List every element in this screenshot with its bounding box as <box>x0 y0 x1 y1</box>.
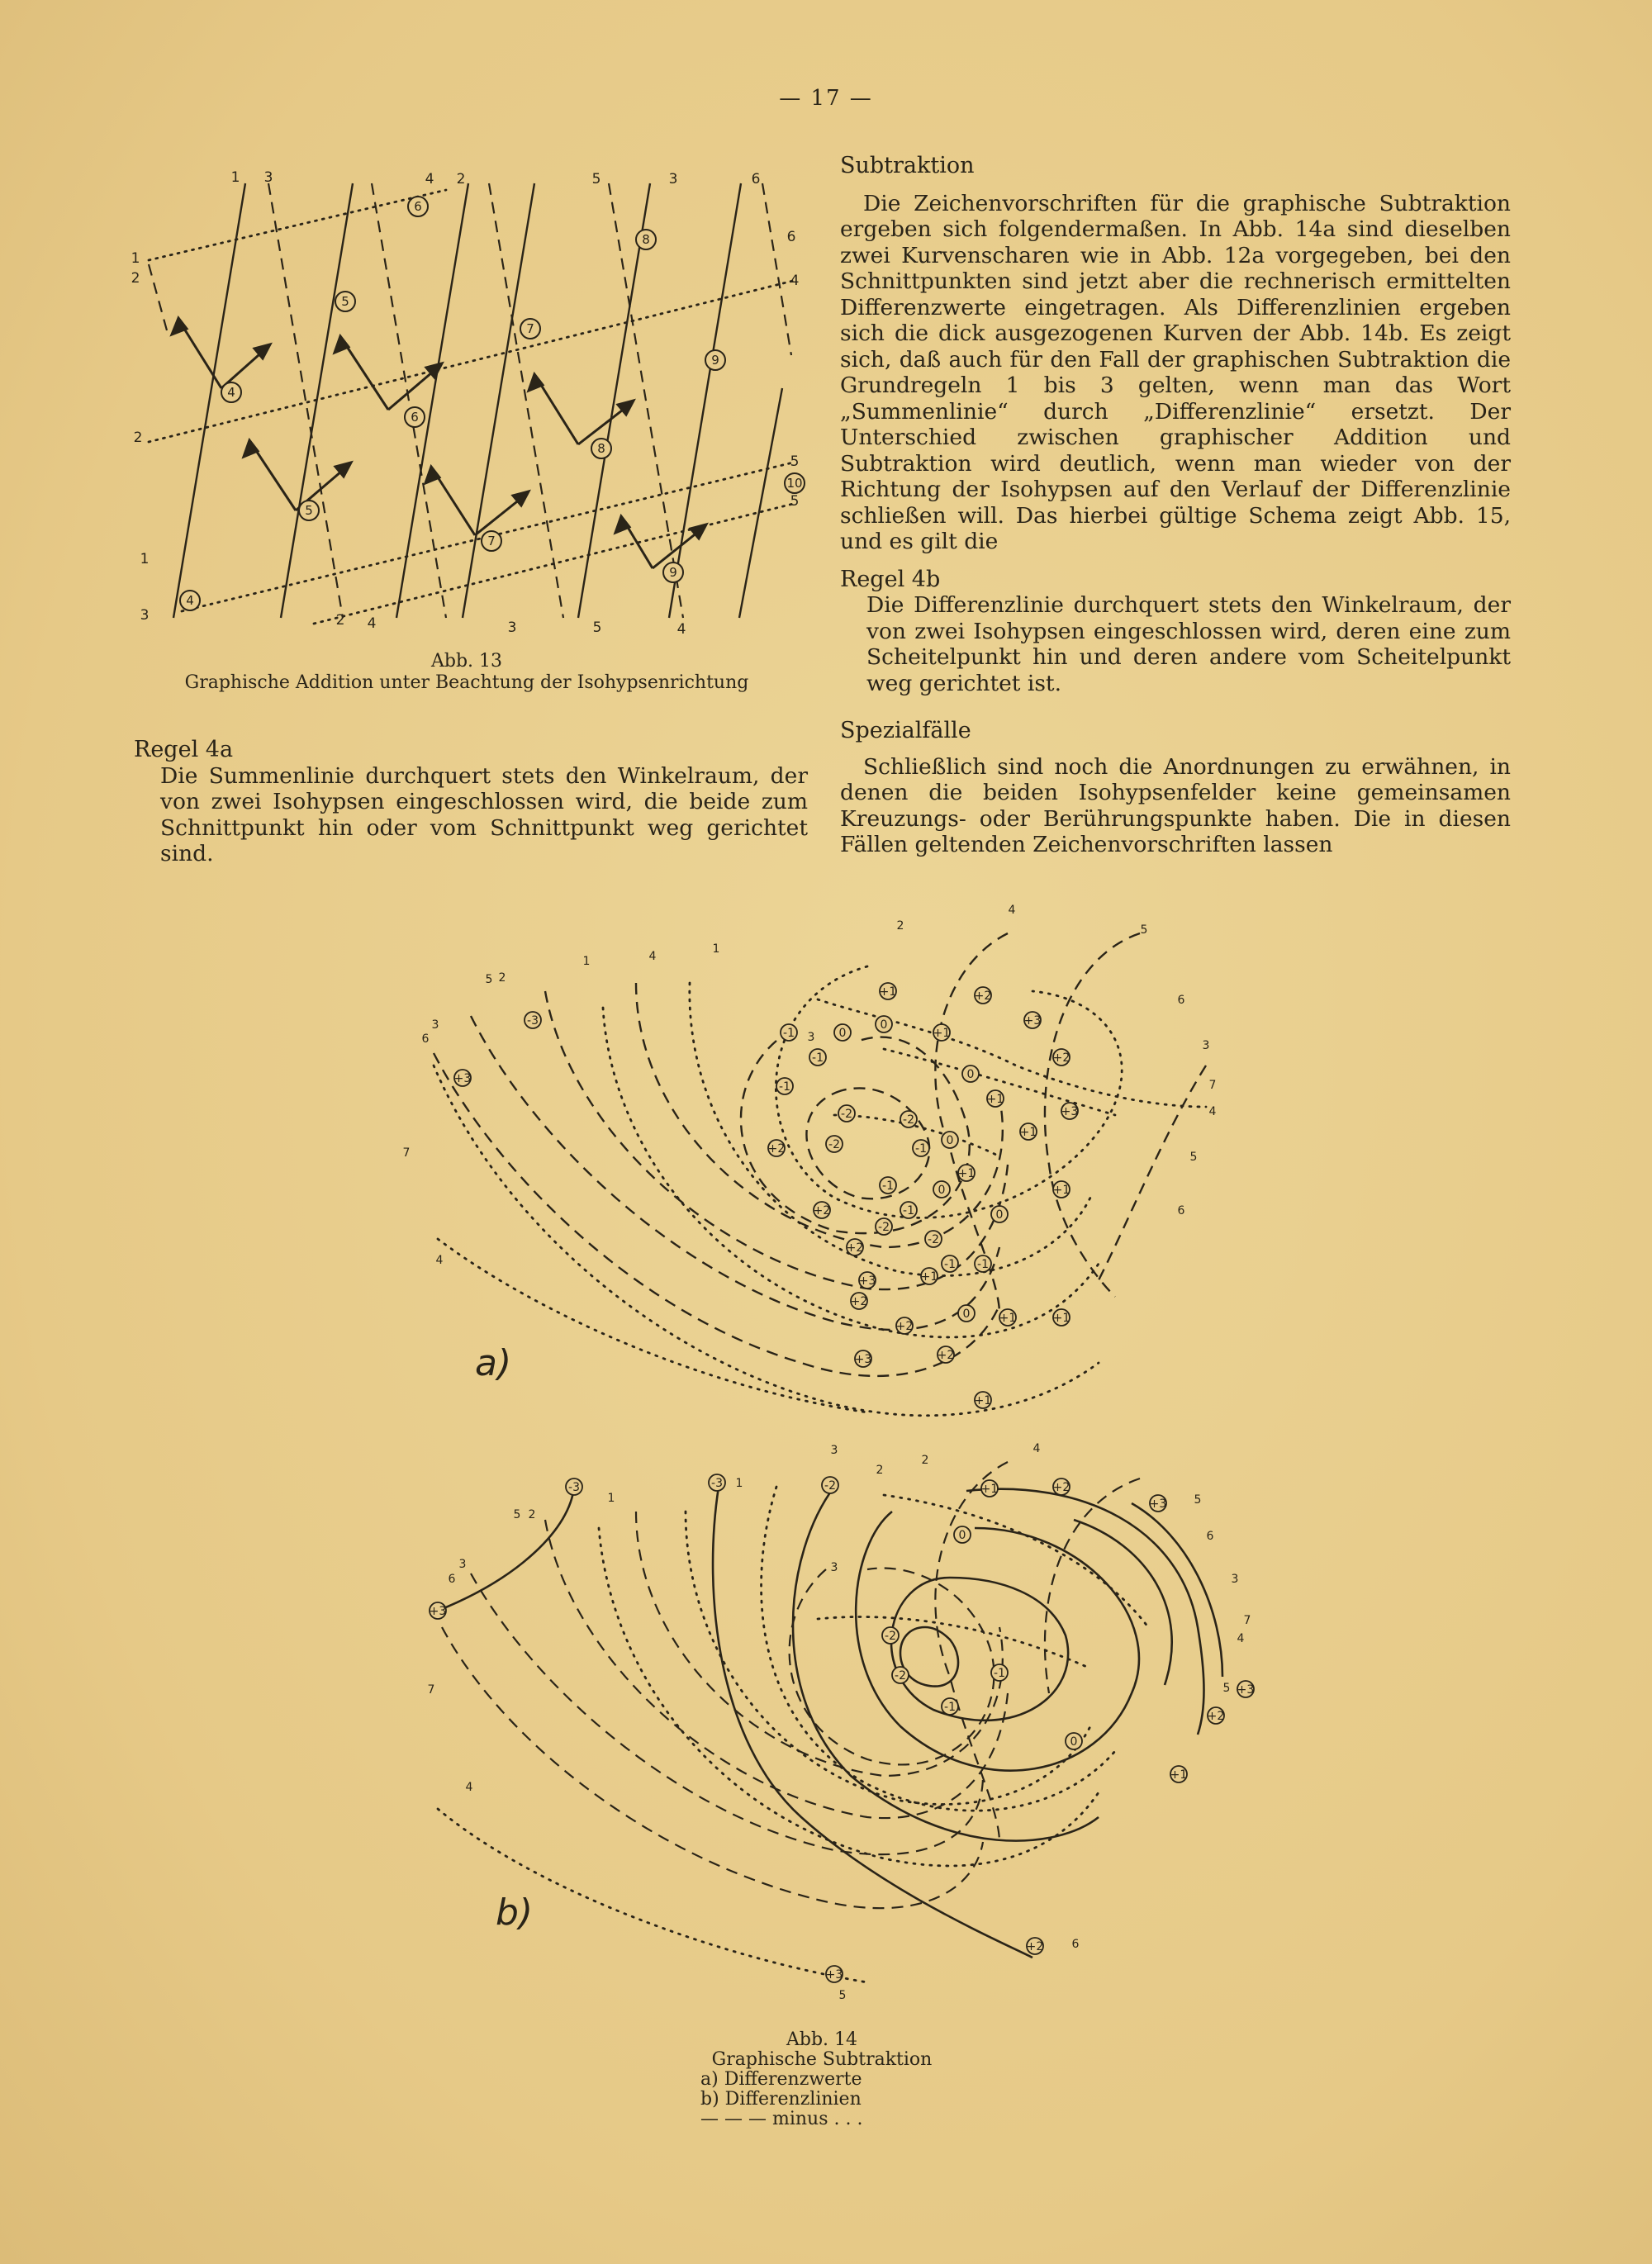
point-label: 9 <box>711 353 719 368</box>
line-label: 6 <box>1206 1530 1214 1543</box>
figure-14b-drawing <box>372 1429 1305 2024</box>
line-label: 6 <box>1177 994 1185 1007</box>
top-label: 6 <box>751 171 761 187</box>
value-label: +1 <box>980 1483 999 1496</box>
value-label: -2 <box>928 1233 939 1246</box>
value-label: +3 <box>1149 1497 1167 1511</box>
top-label: 3 <box>668 171 678 187</box>
value-label: +1 <box>933 1027 951 1040</box>
value-label: +2 <box>1026 1940 1044 1953</box>
value-label: -1 <box>903 1204 914 1217</box>
value-label: +3 <box>453 1072 472 1085</box>
line-label: 7 <box>1208 1079 1217 1092</box>
value-label: +2 <box>1207 1710 1225 1723</box>
value-label: +2 <box>1052 1051 1070 1065</box>
value-label: 0 <box>995 1208 1004 1222</box>
line-label: 7 <box>427 1683 435 1697</box>
line-label: 4 <box>1008 904 1016 917</box>
bottom-label: 4 <box>367 615 377 632</box>
line-label: 5 <box>485 973 493 986</box>
line-label: 3 <box>1202 1039 1210 1052</box>
value-label: 0 <box>880 1018 888 1032</box>
line-label: 5 <box>1189 1151 1198 1164</box>
point-label: 9 <box>669 565 677 580</box>
value-label: +3 <box>1061 1105 1079 1118</box>
value-label: -2 <box>885 1630 896 1643</box>
rule-4a-text: Die Summenlinie durchquert stets den Winkelraum, der von zwei Isohypsen eingeschlossen wird, die beide zum Schnittpunkt hin oder vom Schnittpunkt weg gerichtet sind. <box>160 762 808 866</box>
value-label: +1 <box>1170 1768 1188 1782</box>
value-label: +1 <box>1052 1184 1070 1197</box>
value-label: +3 <box>825 1968 843 1982</box>
line-label: 3 <box>1231 1573 1239 1586</box>
right-label: 4 <box>790 273 800 289</box>
top-label: 2 <box>456 171 466 187</box>
value-label: 0 <box>962 1308 971 1321</box>
line-label: 2 <box>921 1454 929 1467</box>
point-label: 7 <box>487 534 496 548</box>
line-label: 5 <box>838 1989 847 2002</box>
line-label: 3 <box>458 1558 467 1571</box>
line-label: 4 <box>465 1781 473 1794</box>
line-label: 3 <box>807 1031 815 1044</box>
point-label: 8 <box>597 441 605 456</box>
figure-14b <box>372 1429 1305 2024</box>
figure-14a <box>372 900 1305 1429</box>
line-label: 4 <box>1237 1632 1245 1645</box>
value-label: -3 <box>568 1481 580 1494</box>
rule-4b-text: Die Differenzlinie durchquert stets den Winkelraum, der von zwei Isohypsen eingeschlossen wird, deren eine zum Scheitelpunkt hin und deren andere vom Scheitelpunkt weg gerichtet ist. <box>866 592 1511 696</box>
line-label: 1 <box>582 955 591 968</box>
bottom-label: 3 <box>140 607 150 624</box>
value-label: -3 <box>527 1014 539 1028</box>
figure-14a-drawing <box>372 900 1305 1429</box>
value-label: +2 <box>937 1349 955 1362</box>
left-label: 1 <box>140 551 150 567</box>
value-label: +2 <box>813 1204 831 1217</box>
point-label: 4 <box>227 385 235 400</box>
value-label: -2 <box>828 1138 840 1151</box>
left-label: 2 <box>133 430 143 446</box>
value-label: +1 <box>879 985 897 999</box>
point-label: 6 <box>411 410 419 425</box>
value-label: +3 <box>858 1274 876 1288</box>
value-label: +3 <box>854 1353 872 1366</box>
line-label: 5 <box>1194 1493 1202 1507</box>
value-label: -1 <box>977 1258 989 1271</box>
line-label: 6 <box>1071 1938 1080 1951</box>
point-label: 8 <box>642 232 650 247</box>
left-column <box>134 737 808 867</box>
point-label: 4 <box>186 593 194 608</box>
line-label: 2 <box>498 971 506 985</box>
bottom-label: 3 <box>507 619 517 636</box>
value-label: 0 <box>946 1134 954 1147</box>
point-label: 7 <box>526 321 534 336</box>
point-label: 6 <box>414 199 422 214</box>
point-label: 5 <box>341 294 349 309</box>
top-label: 1 <box>230 169 240 186</box>
right-label: 5 <box>790 453 800 470</box>
section-heading-subtraktion: Subtraktion <box>840 153 975 178</box>
right-label: 6 <box>786 229 796 245</box>
value-label: -1 <box>882 1179 894 1193</box>
value-label: -2 <box>903 1113 914 1127</box>
value-label: +3 <box>1023 1014 1042 1028</box>
line-label: 4 <box>648 950 657 963</box>
line-label: 4 <box>435 1254 444 1267</box>
value-label: -2 <box>824 1479 836 1493</box>
value-label: +2 <box>846 1241 864 1255</box>
figure-13-caption <box>124 651 809 694</box>
value-label: +1 <box>974 1394 992 1407</box>
line-label: 2 <box>896 919 904 933</box>
value-label: +1 <box>920 1270 938 1284</box>
section-heading-spezialfaelle: Spezialfälle <box>840 718 971 743</box>
value-label: -1 <box>915 1142 927 1156</box>
value-label: +1 <box>1019 1126 1037 1139</box>
top-label: 4 <box>425 171 434 187</box>
value-label: -2 <box>841 1108 852 1121</box>
line-label: 1 <box>735 1477 743 1490</box>
caption-line-b: b) Differenzlinien <box>700 2089 862 2110</box>
top-label: 3 <box>263 169 273 186</box>
line-label: 4 <box>1208 1105 1217 1118</box>
value-label: -1 <box>944 1258 956 1271</box>
figure-13-drawing <box>124 165 809 661</box>
value-label: +2 <box>974 990 992 1003</box>
paragraph-spezialfaelle: Schließlich sind noch die Anordnungen zu erwähnen, in denen die beiden Isohypsenfelder keine gemeinsamen Kreuzungs- oder Berührungspunkte haben. Die in diesen Fällen geltenden Zeichenvorschriften lassen <box>840 753 1511 857</box>
line-label: 3 <box>431 1018 439 1032</box>
value-label: 0 <box>938 1184 946 1197</box>
page-number: — 17 — <box>779 86 873 111</box>
line-label: 1 <box>607 1492 615 1505</box>
value-label: -2 <box>878 1221 890 1234</box>
value-label: 0 <box>966 1068 975 1081</box>
value-label: +1 <box>957 1167 976 1180</box>
right-column <box>840 153 1511 858</box>
value-label: -1 <box>812 1051 824 1065</box>
line-label: 6 <box>1177 1204 1185 1217</box>
top-label: 5 <box>591 171 601 187</box>
line-label: 5 <box>1222 1682 1231 1695</box>
caption-number: Abb. 13 <box>430 651 503 672</box>
point-label: 5 <box>305 503 313 518</box>
right-label: 5 <box>790 493 800 510</box>
bottom-label: 4 <box>676 621 686 638</box>
value-label: -1 <box>783 1027 795 1040</box>
line-label: 6 <box>448 1573 456 1586</box>
value-label: 0 <box>958 1529 966 1542</box>
line-label: 5 <box>513 1508 521 1521</box>
left-label: 2 <box>131 270 140 287</box>
value-label: +1 <box>1052 1312 1070 1325</box>
line-label: 2 <box>528 1508 536 1521</box>
figure-14b-label: b) <box>496 1891 534 1934</box>
bottom-label: 2 <box>335 612 345 629</box>
caption-line-a: a) Differenzwerte <box>700 2069 862 2090</box>
line-label: 2 <box>876 1464 884 1477</box>
line-label: 3 <box>830 1444 838 1457</box>
line-label: 5 <box>1140 923 1148 937</box>
value-label: +1 <box>999 1312 1017 1325</box>
value-label: +3 <box>429 1605 447 1618</box>
line-label: 3 <box>830 1561 838 1574</box>
value-label: -3 <box>711 1477 723 1490</box>
value-label: +2 <box>895 1320 914 1333</box>
paragraph-subtraktion: Die Zeichenvorschriften für die graphische Subtraktion ergeben sich folgendermaßen. In Abb. 14a sind dieselben zwei Kurvenscharen wie in Abb. 12a vorgegeben, bei den Schnittpunkten sind jetzt aber die rechnerisch ermittelten Differenzwerte eingetragen. Als Differenzlinien ergeben sich die dick ausgezogenen Kurven der Abb. 14b. Es zeigt sich, daß auch für den Fall der graphischen Subtraktion die Grundregeln 1 bis 3 gelten, wenn man das Wort „Summenlinie“ durch „Differenzlinie“ ersetzt. Der Unterschied zwischen graphischer Addition und Subtraktion wird deutlich, wenn man wieder von der Richtung der Isohypsen auf den Verlauf der Differenzlinie schließen will. Das hierbei gültige Schema zeigt Abb. 15, und es gilt die <box>840 190 1511 554</box>
rule-4b-title: Regel 4b <box>840 566 941 592</box>
line-label: 7 <box>402 1146 411 1160</box>
value-label: 0 <box>838 1027 847 1040</box>
line-label: 7 <box>1243 1614 1251 1627</box>
value-label: +2 <box>1052 1481 1070 1494</box>
left-label: 1 <box>131 250 140 267</box>
value-label: 0 <box>1070 1735 1078 1749</box>
caption-number: Abb. 14 <box>786 2029 858 2050</box>
figure-14-caption <box>628 2030 1016 2129</box>
line-label: 4 <box>1032 1442 1041 1455</box>
value-label: -1 <box>944 1701 956 1714</box>
value-label: -1 <box>779 1080 790 1094</box>
figure-14a-label: a) <box>475 1342 512 1384</box>
value-label: -2 <box>895 1669 906 1683</box>
line-label: 1 <box>712 942 720 956</box>
line-label: 6 <box>421 1032 430 1046</box>
caption-title: Graphische Subtraktion <box>711 2049 933 2070</box>
bottom-label: 5 <box>592 619 602 636</box>
caption-legend: — — — minus . . . <box>700 2109 863 2129</box>
point-label: 10 <box>786 476 803 491</box>
value-label: +1 <box>986 1093 1004 1106</box>
value-label: -1 <box>994 1667 1005 1680</box>
value-label: +2 <box>767 1142 786 1156</box>
value-label: +3 <box>1237 1683 1255 1697</box>
figure-13 <box>124 165 809 661</box>
rule-4a-title: Regel 4a <box>134 737 234 762</box>
caption-text: Graphische Addition unter Beachtung der Isohypsenrichtung <box>184 672 749 693</box>
value-label: +2 <box>850 1295 868 1308</box>
